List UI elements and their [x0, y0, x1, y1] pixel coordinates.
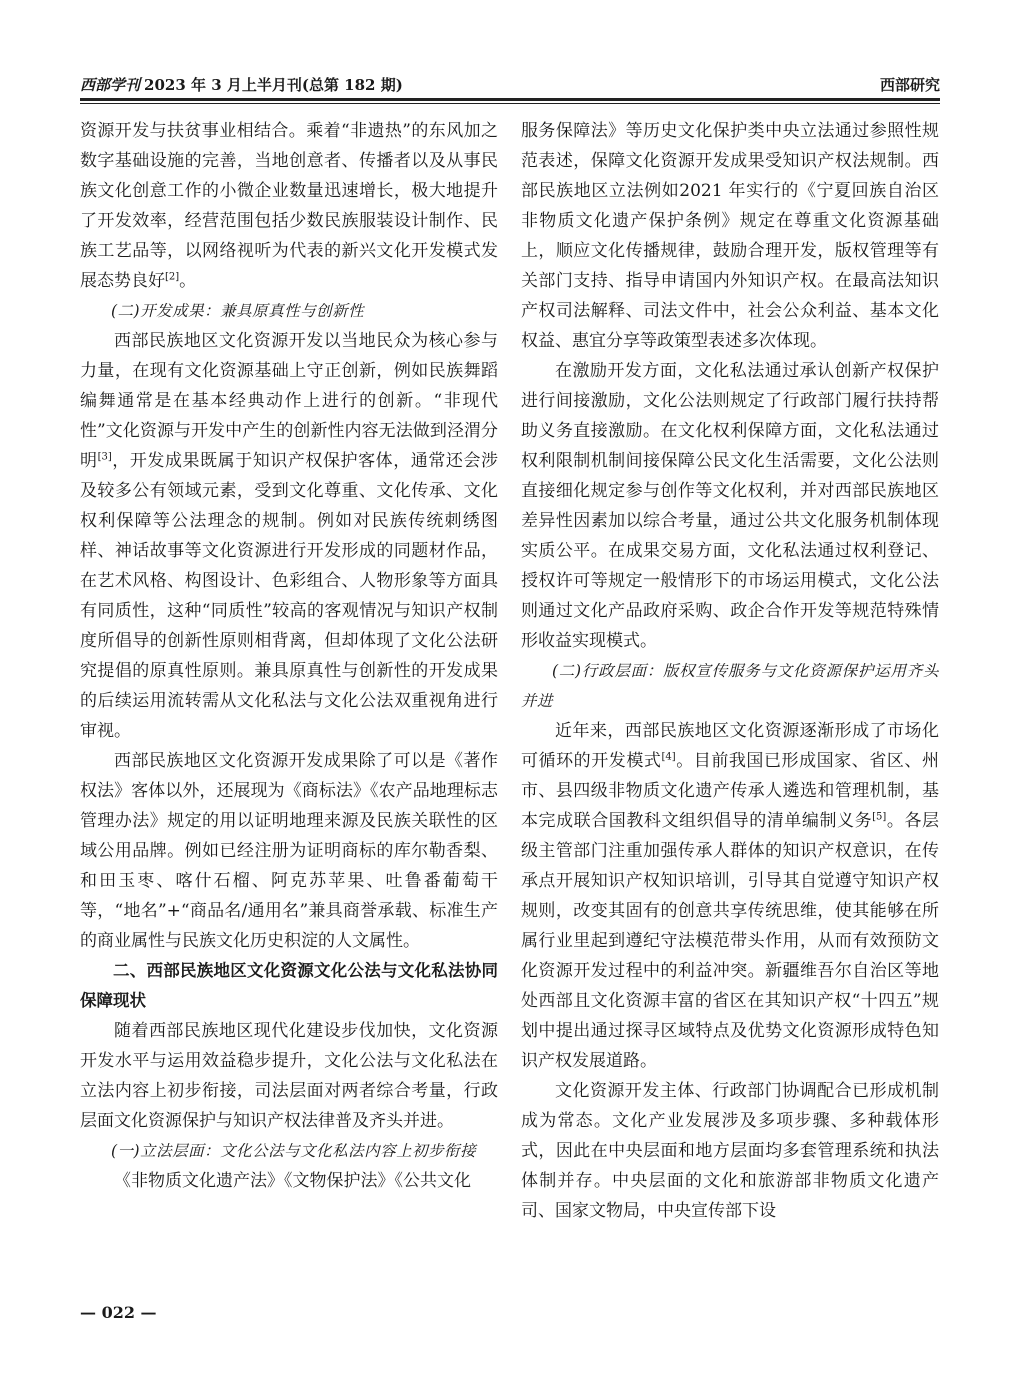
subheading: (二)行政层面：版权宣传服务与文化资源保护运用齐头并进 [521, 662, 939, 710]
paragraph: 服务保障法》等历史文化保护类中央立法通过参照性规范表述，保障文化资源开发成果受知识产权法规制。西部民族地区立法例如2021 年实行的《宁夏回族自治区非物质文化遗产保护条例》规定在尊重文化资源基础上，顺应文化传播规律，鼓励合理开发，版权管理等有关部门支持、指导申请国内外知识产权。在最高法知识产权司法解释、司法文件中，社会公众利益、基本文化权益、惠宜分享等政策型表述多次体现。 [521, 121, 939, 351]
paragraph: 在激励开发方面，文化私法通过承认创新产权保护进行间接激励，文化公法则规定了行政部门履行扶持帮助义务直接激励。在文化权利保障方面，文化私法通过权利限制机制间接保障公民文化生活需要，文化公法则直接细化规定参与创作等文化权利，并对西部民族地区差异性因素加以综合考量，通过公共文化服务机制体现实质公平。在成果交易方面，文化私法通过权利登记、授权许可等规定一般情形下的市场运用模式，文化公法则通过文化产品政府采购、政企合作开发等规范特殊情形收益实现模式。 [521, 361, 939, 651]
paragraph: 近年来，西部民族地区文化资源逐渐形成了市场化可循环的开发模式[4]。目前我国已形成国家、省区、州市、县四级非物质文化遗产传承人遴选和管理机制，基本完成联合国教科文组织倡导的清单编制义务[5]。各层级主管部门注重加强传承人群体的知识产权意识，在传承点开展知识产权知识培训，引导其自觉遵守知识产权规则，改变其固有的创意共享传统思维，使其能够在所属行业里起到遵纪守法模范带头作用，从而有效预防文化资源开发过程中的利益冲突。新疆维吾尔自治区等地处西部且文化资源丰富的省区在其知识产权“十四五”规划中提出通过探寻区域特点及优势文化资源形成特色知识产权发展道路。 [521, 721, 939, 1071]
header-rule-thick [80, 98, 940, 101]
citation-ref: [3] [97, 451, 112, 463]
issue-info: 2023 年 3 月上半月刊(总第 182 期) [144, 76, 403, 94]
header-rule-thin [80, 103, 940, 104]
section-title: 西部研究 [879, 76, 940, 94]
paragraph: 随着西部民族地区现代化建设步伐加快，文化资源开发水平与运用效益稳步提升，文化公法与文化私法在立法内容上初步衔接，司法层面对两者综合考量，行政层面文化资源保护与知识产权法律普及齐头并进。 [80, 1021, 498, 1131]
subheading: (一)立法层面：文化公法与文化私法内容上初步衔接 [111, 1142, 477, 1160]
citation-ref: [4] [661, 751, 676, 763]
journal-issue-line [80, 74, 403, 95]
section-heading: 二、西部民族地区文化资源文化公法与文化私法协同保障现状 [80, 961, 498, 1010]
citation-ref: [2] [165, 271, 180, 283]
journal-logo: 西部学刊 [80, 76, 141, 94]
paragraph: 文化资源开发主体、行政部门协调配合已形成机制成为常态。文化产业发展涉及多项步骤、多种载体形式，因此在中央层面和地方层面均多套管理系统和执法体制并存。中央层面的文化和旅游部非物质文化遗产司、国家文物局，中央宣传部下设 [521, 1081, 939, 1221]
running-header [80, 70, 940, 100]
paragraph: 资源开发与扶贫事业相结合。乘着“非遗热”的东风加之数字基础设施的完善，当地创意者、传播者以及从事民族文化创意工作的小微企业数量迅速增长，极大地提升了开发效率，经营范围包括少数民族服装设计制作、民族工艺品等，以网络视听为代表的新兴文化开发模式发展态势良好[2]。 [80, 121, 498, 291]
page-number: — 022 — [80, 1303, 157, 1322]
paragraph: 西部民族地区文化资源开发以当地民众为核心参与力量，在现有文化资源基础上守正创新，例如民族舞蹈编舞通常是在基本经典动作上进行的创新。“非现代性”文化资源与开发中产生的创新性内容无法做到泾渭分明[3]，开发成果既属于知识产权保护客体，通常还会涉及较多公有领域元素，受到文化尊重、文化传承、文化权利保障等公法理念的规制。例如对民族传统刺绣图样、神话故事等文化资源进行开发形成的同题材作品，在艺术风格、构图设计、色彩组合、人物形象等方面具有同质性，这种“同质性”较高的客观情况与知识产权制度所倡导的创新性原则相背离，但却体现了文化公法研究提倡的原真性原则。兼具原真性与创新性的开发成果的后续运用流转需从文化私法与文化公法双重视角进行审视。 [80, 331, 498, 741]
citation-ref: [5] [872, 811, 887, 823]
paragraph: 《非物质文化遗产法》《文物保护法》《公共文化 [114, 1171, 471, 1191]
left-column [80, 116, 498, 1312]
subheading: (二)开发成果：兼具原真性与创新性 [111, 302, 365, 320]
paragraph: 西部民族地区文化资源开发成果除了可以是《著作权法》客体以外，还展现为《商标法》《农产品地理标志管理办法》规定的用以证明地理来源及民族关联性的区域公用品牌。例如已经注册为证明商标的库尔勒香梨、和田玉枣、喀什石榴、阿克苏苹果、吐鲁番葡萄干等，“地名”+“商品名/通用名”兼具商誉承载、标准生产的商业属性与民族文化历史积淀的人文属性。 [80, 751, 498, 951]
right-column [521, 116, 939, 1312]
